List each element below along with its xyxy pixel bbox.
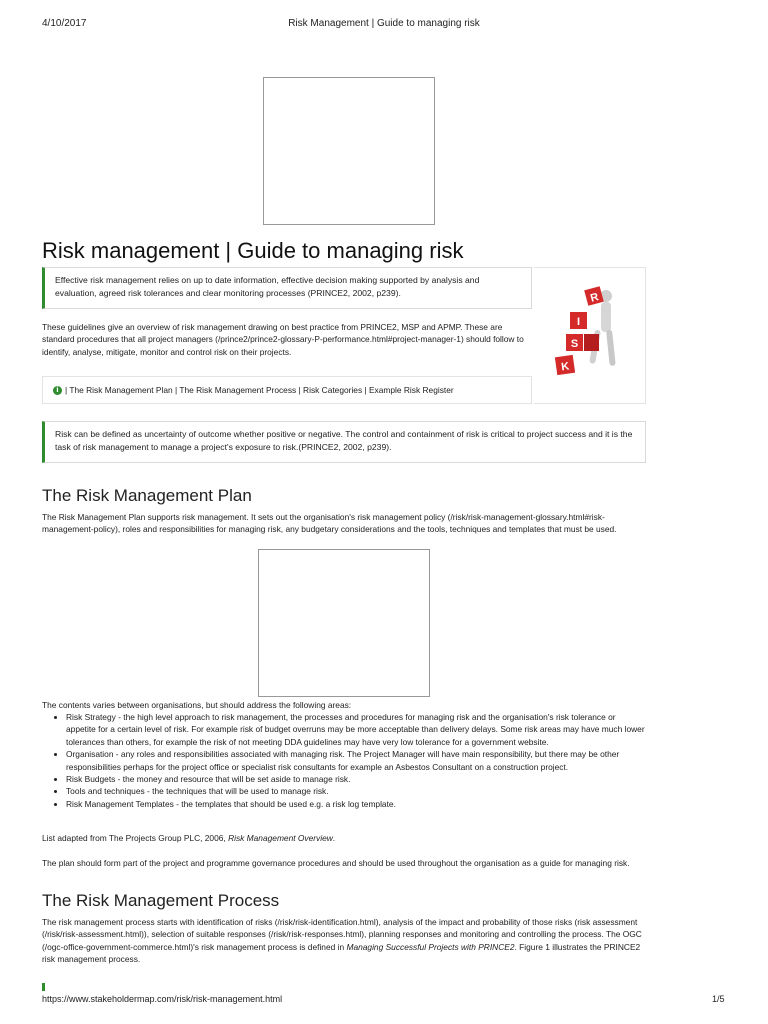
plan-source bbox=[42, 832, 646, 844]
plan-image-placeholder bbox=[258, 549, 430, 697]
process-heading: The Risk Management Process bbox=[42, 891, 280, 910]
info-icon: i bbox=[53, 386, 62, 395]
print-url: https://www.stakeholdermap.com/risk/risk-management.html bbox=[42, 994, 283, 1004]
cube-letter-i: I bbox=[576, 316, 581, 328]
plan-heading: The Risk Management Plan bbox=[42, 486, 252, 505]
process-paragraph bbox=[42, 916, 646, 966]
process-text-a: The risk management process starts with identification of risks (/risk/risk-identification.html), analysis of the impact and probability of those risks (risk assessment (/risk/risk-assessment.html)), selection of suitable responses (/risk/risk-responses.html), planning responses and monitoring and controlling the process. The OGC (/ogc-office-government-commerce.html)'s risk management process is defined in bbox=[42, 917, 642, 952]
list-item: • Organisation - any roles and responsibilities associated with managing risk. The Project Manager will have main responsibility, but there may be other responsibilities perhaps for the project office or specialist risk consultants for example an Asbestos Consultant on a construction project. bbox=[66, 748, 646, 773]
cube-r bbox=[584, 286, 604, 306]
risk-figure-panel bbox=[534, 267, 646, 404]
risk-cubes-image bbox=[548, 282, 626, 382]
list-item: • Risk Management Templates - the templates that should be used e.g. a risk log template. bbox=[66, 798, 646, 810]
cube-s bbox=[566, 334, 583, 351]
process-text-b: . Figure 1 illustrates the PRINCE2 risk management process. bbox=[42, 941, 641, 965]
cube-i bbox=[570, 312, 587, 329]
plan-source-prefix: List adapted from The Projects Group PLC, 2006, bbox=[42, 833, 229, 843]
section-nav-links[interactable]: | The Risk Management Plan | The Risk Management Process | Risk Categories | Example Risk Register bbox=[65, 385, 454, 395]
intro-paragraph: These guidelines give an overview of risk management drawing on best practice from PRINCE2, MSP and APMP. These are standard procedures that all project managers (/prince2/prince2-glossary-P-performance.html#project-manager-1) should follow to identify, analyse, mitigate, monitor and control risk on their projects. bbox=[42, 322, 524, 357]
list-item: • Risk Strategy - the high level approach to risk management, the processes and procedures for managing risk and the organisation's risk tolerance or appetite for a certain level of risk. For example risk of budget overruns may be more acceptable than delivery delays. Some risk areas may have much lower tolerances than others, for example the risk of not meeting DDA guidelines may have very low tolerance for a government website. bbox=[66, 711, 646, 748]
cube-letter-s: S bbox=[570, 338, 579, 350]
plan-closing: The plan should form part of the project and programme governance procedures and should be used throughout the organisation as a guide for managing risk. bbox=[42, 858, 630, 868]
print-date: 4/10/2017 bbox=[42, 18, 87, 29]
next-quote-bar bbox=[42, 983, 45, 991]
plan-source-suffix: . bbox=[332, 833, 336, 843]
process-book-title: Managing Successful Projects with PRINCE2 bbox=[346, 941, 515, 952]
plan-paragraph: The Risk Management Plan supports risk management. It sets out the organisation's risk management policy (/risk/risk-management-glossary.html#risk-management-policy), roles and responsibilities for managing risk, any budgetary considerations and the tools, techniques and templates that must be used. bbox=[42, 512, 617, 535]
list-item: • Tools and techniques - the techniques that will be used to manage risk. bbox=[66, 785, 646, 797]
plan-areas-list bbox=[42, 711, 646, 810]
header-image-placeholder bbox=[263, 77, 435, 225]
cube-letter-r: R bbox=[589, 291, 600, 305]
section-nav bbox=[42, 376, 532, 404]
cube-letter-k: K bbox=[560, 360, 571, 374]
intro-quote: Effective risk management relies on up to date information, effective decision making supported by analysis and evaluation, agreed risk tolerances and clear monitoring processes (PRINCE2, 2002, p239). bbox=[42, 267, 532, 309]
plan-contents-intro: The contents varies between organisations, but should address the following areas: bbox=[42, 700, 352, 710]
cube-k bbox=[555, 355, 575, 375]
plan-source-title: Risk Management Overview bbox=[228, 833, 333, 843]
print-title: Risk Management | Guide to managing risk bbox=[288, 18, 480, 29]
list-item: • Risk Budgets - the money and resource that will be set aside to manage risk. bbox=[66, 773, 646, 785]
definition-quote: Risk can be defined as uncertainty of outcome whether positive or negative. The control and containment of risk is critical to project success and it is the task of risk management to manage a project's exposure to risk.(PRINCE2, 2002, p239). bbox=[42, 421, 646, 463]
print-page-number: 1/5 bbox=[712, 994, 725, 1004]
page-title: Risk management | Guide to managing risk bbox=[42, 238, 464, 263]
